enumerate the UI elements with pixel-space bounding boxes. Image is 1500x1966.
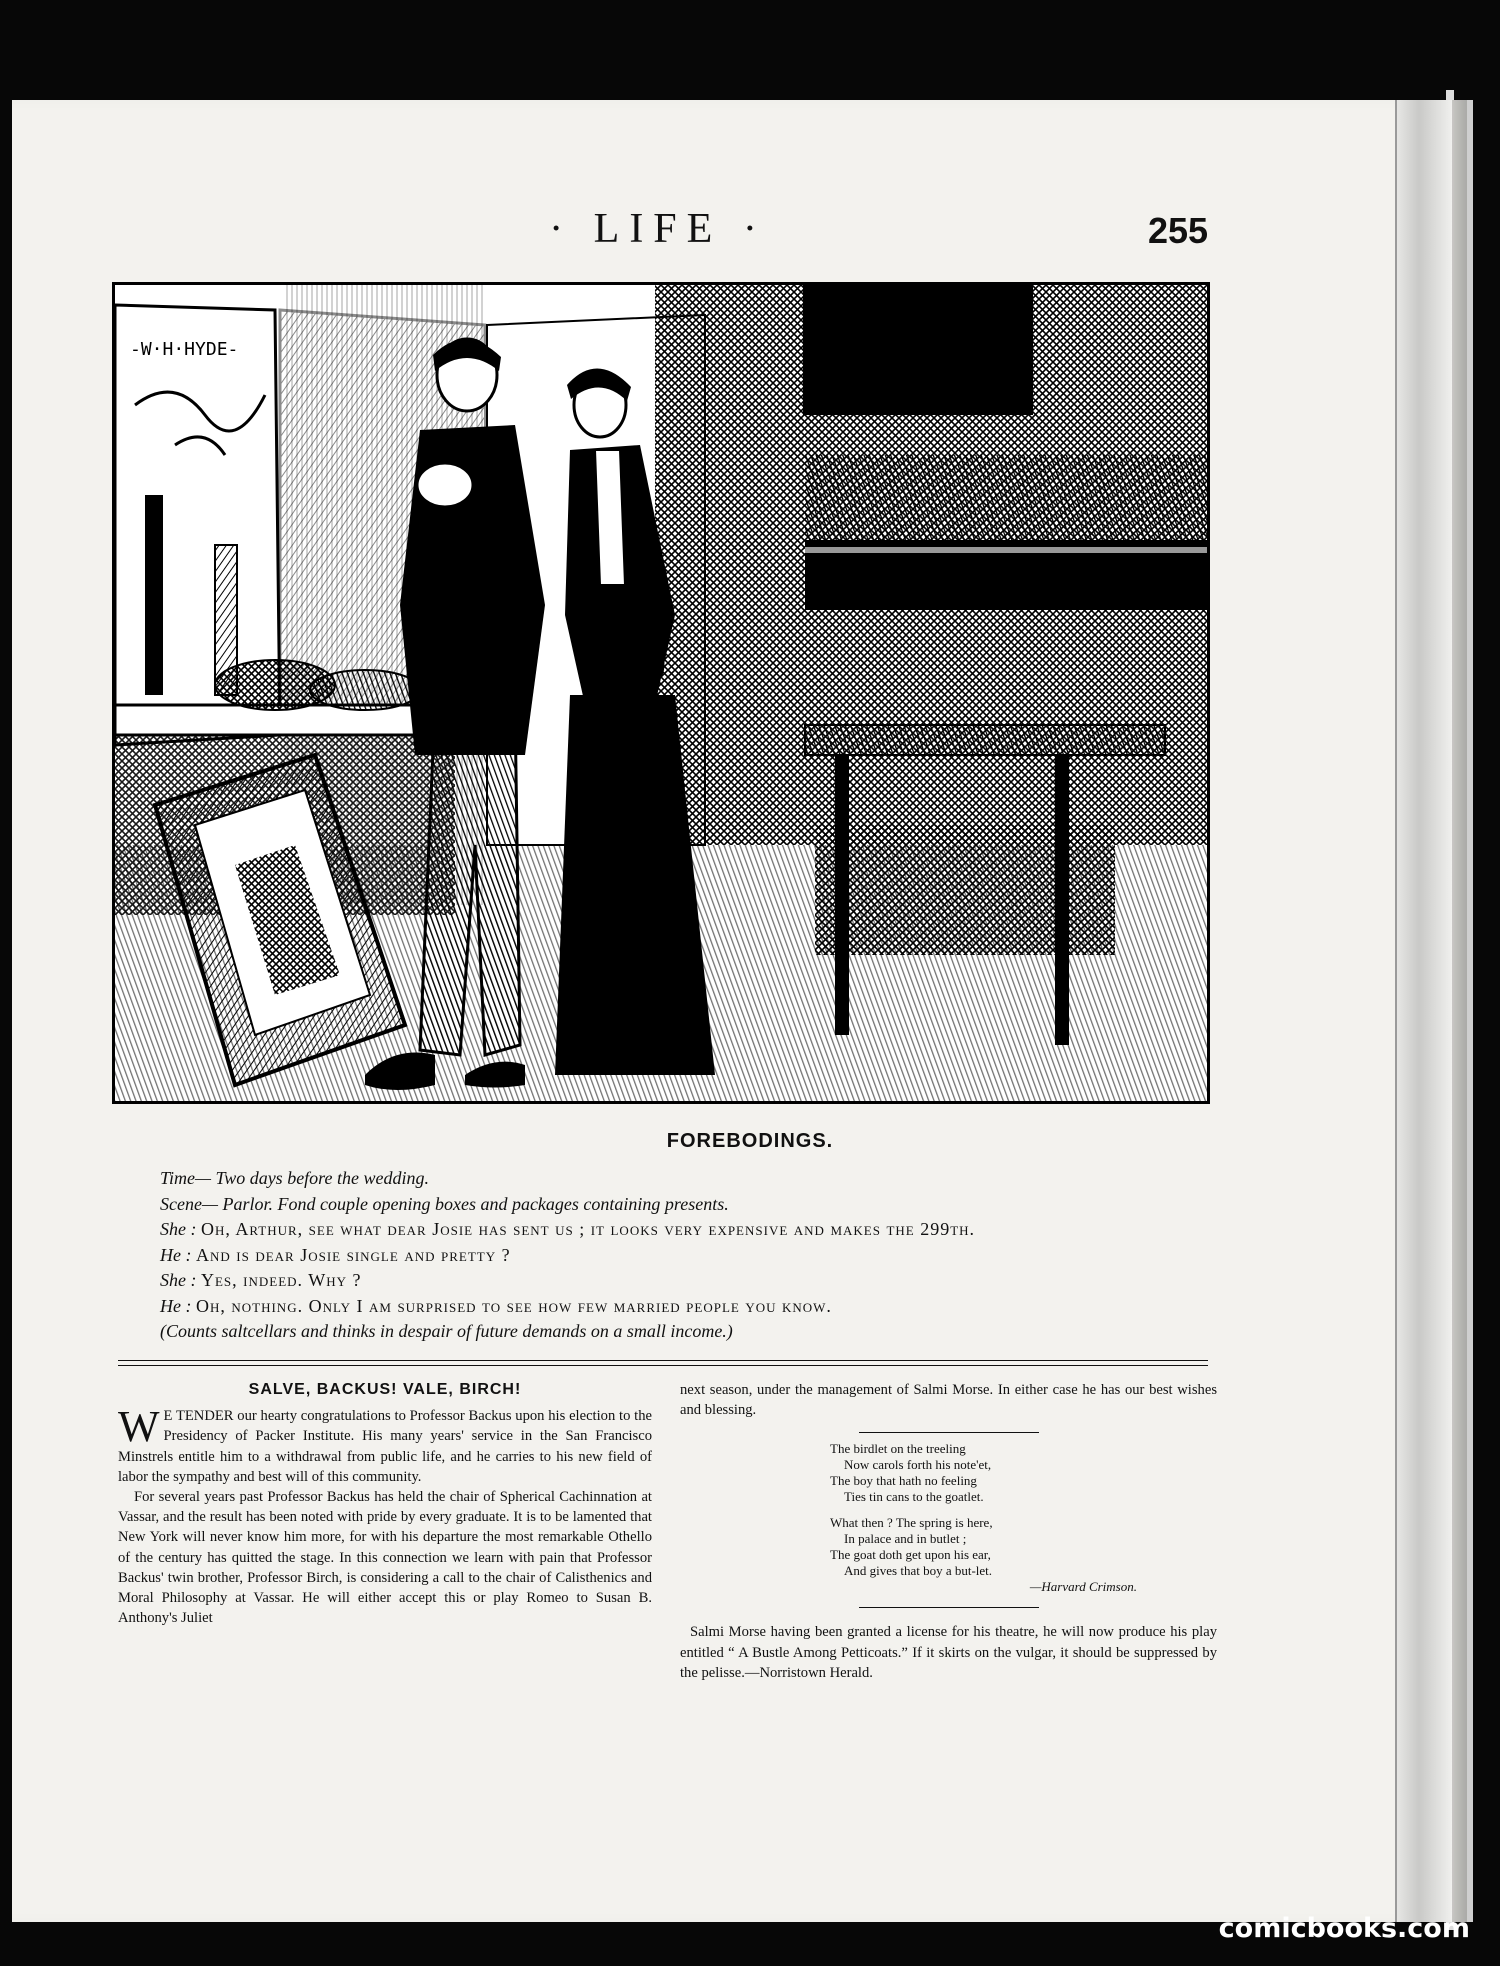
dialogue-speaker: Time— (160, 1168, 216, 1188)
dialogue-text: Two days before the wedding. (215, 1168, 429, 1188)
magazine-title: · LIFE · (549, 206, 767, 252)
poem (830, 1441, 1217, 1595)
poem-line: The birdlet on the treeling (830, 1441, 966, 1457)
section-divider-second (118, 1365, 1208, 1366)
poem-stanza-1 (830, 1441, 1217, 1505)
poem-stanza-2 (830, 1515, 1217, 1595)
dialogue-line (160, 1166, 1220, 1192)
dialogue-speaker: He : (160, 1295, 196, 1316)
news-item: Salmi Morse having been granted a license for his theatre, he will now produce his play entitled “ A Bustle Among Petticoats.” If it skirts on the vulgar, it should be suppressed by the pelisse.—Norristown Herald. (680, 1624, 1217, 1681)
article-column-right (680, 1380, 1217, 1683)
article-column-left (118, 1380, 652, 1628)
cartoon-title: FOREBODINGS. (666, 1130, 834, 1152)
watermark: comicbooks.com (1218, 1913, 1470, 1944)
poem-line: What then ? The spring is here, (830, 1515, 993, 1531)
section-divider (118, 1360, 1208, 1361)
engraving-drawing (115, 285, 1207, 1101)
dialogue-text: Oh, Arthur, see what dear Josie has sent us ; it looks very expensive and makes the 299th. (200, 1219, 976, 1239)
dialogue-speaker: He : (160, 1244, 196, 1265)
dialogue-text: Parlor. Fond couple opening boxes and packages containing presents. (222, 1193, 729, 1214)
cartoon-illustration (112, 282, 1210, 1104)
article-headline: SALVE, BACKUS! VALE, BIRCH! (248, 1381, 522, 1398)
page-number: 255 (1148, 210, 1209, 251)
dialogue-line (160, 1243, 1220, 1269)
poem-line: The boy that hath no feeling (830, 1473, 977, 1489)
dialogue-line (160, 1268, 1220, 1294)
dropcap: W (118, 1402, 160, 1452)
dialogue-text: Oh, nothing. Only I am surprised to see how few married people you know. (195, 1295, 832, 1316)
dialogue-speaker: She : (160, 1219, 201, 1239)
poem-line: Now carols forth his note'et, (844, 1457, 992, 1473)
dialogue-speaker: Scene— (160, 1193, 223, 1214)
article-paragraph-1 (118, 1402, 652, 1487)
dialogue-line (160, 1192, 1220, 1218)
book-spine (1395, 100, 1452, 1922)
article-continued: next season, under the management of Salmi Morse. In either case he has our best wishes and blessing. (680, 1382, 1217, 1419)
dialogue-line (160, 1294, 1220, 1320)
article-paragraph-1-text: E TENDER our hearty congratulations to Professor Backus upon his election to the Presidency of Packer Institute. His many years' service in the San Francisco Minstrels entitle him to a withdrawal from public life, and he carries to his new field of labor the sympathy and best will of this community. (118, 1408, 652, 1485)
poem-line: The goat doth get upon his ear, (830, 1547, 991, 1563)
dialogue-text: Yes, indeed. Why ? (200, 1270, 362, 1290)
dialogue-line (160, 1217, 1220, 1243)
news-rule (859, 1607, 1039, 1608)
article-paragraph-2: For several years past Professor Backus has held the chair of Spherical Cachinnation at Vassar, and the result has been noted with pride by every graduate. It is to be lamented that New York will never know him more, for with his departure the most remarkable Othello of the century has quitted the stage. In this connection we learn with pain that Professor Backus' twin brother, Professor Birch, is considering a call to the chair of Calisthenics and Moral Philosophy at Vassar. He will either accept this or play Romeo to Susan B. Anthony's Juliet (118, 1489, 652, 1627)
dialogue-text: (Counts saltcellars and thinks in despair of future demands on a small income.) (160, 1321, 733, 1341)
cartoon-dialogue (160, 1166, 1220, 1345)
poem-rule (859, 1432, 1039, 1433)
poem-line: In palace and in butlet ; (844, 1531, 967, 1547)
poem-attribution: —Harvard Crimson. (1029, 1579, 1137, 1595)
dialogue-text: And is dear Josie single and pretty ? (195, 1244, 511, 1265)
poem-line: Ties tin cans to the goatlet. (844, 1489, 984, 1505)
dialogue-line (160, 1319, 1220, 1345)
poem-line: And gives that boy a but-let. (844, 1563, 993, 1579)
dialogue-speaker: She : (160, 1270, 201, 1290)
artist-signature: -W·H·HYDE- (130, 339, 239, 360)
